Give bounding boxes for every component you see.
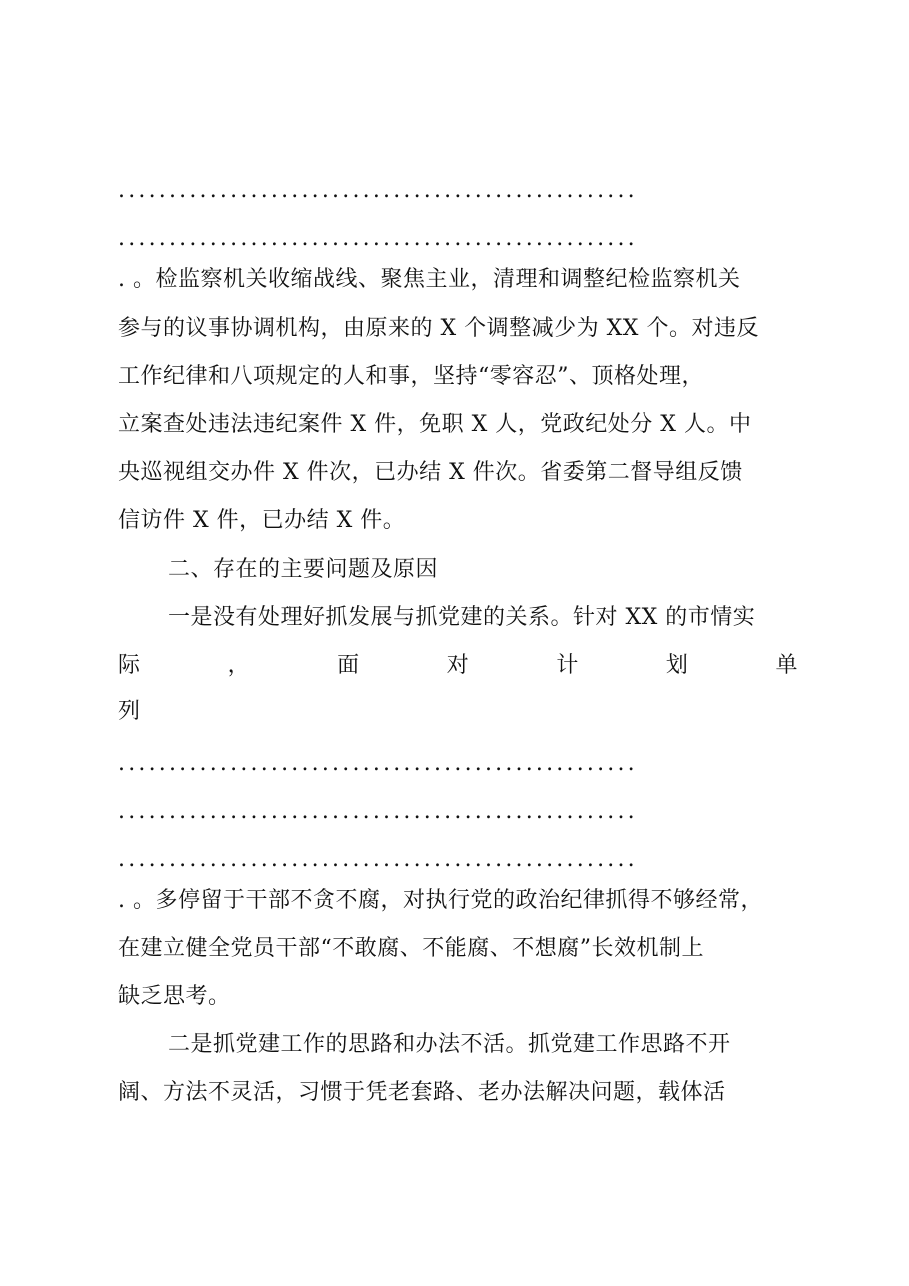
spread-word: 单	[775, 653, 798, 678]
paragraph-line: 列	[118, 699, 141, 724]
spread-word: 划	[665, 653, 689, 678]
dotted-line: ...................................................	[118, 226, 638, 251]
paragraph-line: 缺乏思考。	[118, 984, 231, 1009]
paragraph-line: . 。检监察机关收缩战线、聚焦主业，清理和调整纪检监察机关	[118, 267, 741, 292]
paragraph-line: . 。多停留于干部不贪不腐，对执行党的政治纪律抓得不够经常，	[118, 888, 763, 913]
dotted-line: ...................................................	[118, 751, 638, 776]
paragraph-line: 一是没有处理好抓发展与抓党建的关系。针对 XX 的市情实	[168, 605, 756, 630]
section-heading: 二、存在的主要问题及原因	[168, 557, 439, 582]
dotted-line: ...................................................	[118, 178, 638, 203]
spread-word: 对	[446, 653, 470, 678]
spread-line	[118, 651, 798, 681]
spread-word: ，	[227, 653, 251, 678]
paragraph-line: 阔、方法不灵活，习惯于凭老套路、老办法解决问题，载体活	[118, 1080, 726, 1105]
paragraph-line: 在建立健全党员干部“不敢腐、不能腐、不想腐”长效机制上	[118, 936, 704, 961]
paragraph-line: 工作纪律和八项规定的人和事，坚持“零容忍”、顶格处理，	[118, 364, 704, 389]
dotted-line: ...................................................	[118, 847, 638, 872]
dotted-line: ...................................................	[118, 799, 638, 824]
paragraph-line: 参与的议事协调机构，由原来的 X 个调整减少为 XX 个。对违反	[118, 316, 759, 341]
paragraph-line: 二是抓党建工作的思路和办法不活。抓党建工作思路不开	[168, 1032, 731, 1057]
spread-word: 际	[118, 653, 141, 678]
paragraph-line: 立案查处违法违纪案件 X 件，免职 X 人，党政纪处分 X 人。中	[118, 412, 752, 437]
paragraph-line: 央巡视组交办件 X 件次，已办结 X 件次。省委第二督导组反馈	[118, 460, 743, 485]
paragraph-line: 信访件 X 件，已办结 X 件。	[118, 508, 406, 533]
spread-word: 计	[556, 653, 579, 678]
spread-word: 面	[337, 653, 360, 678]
